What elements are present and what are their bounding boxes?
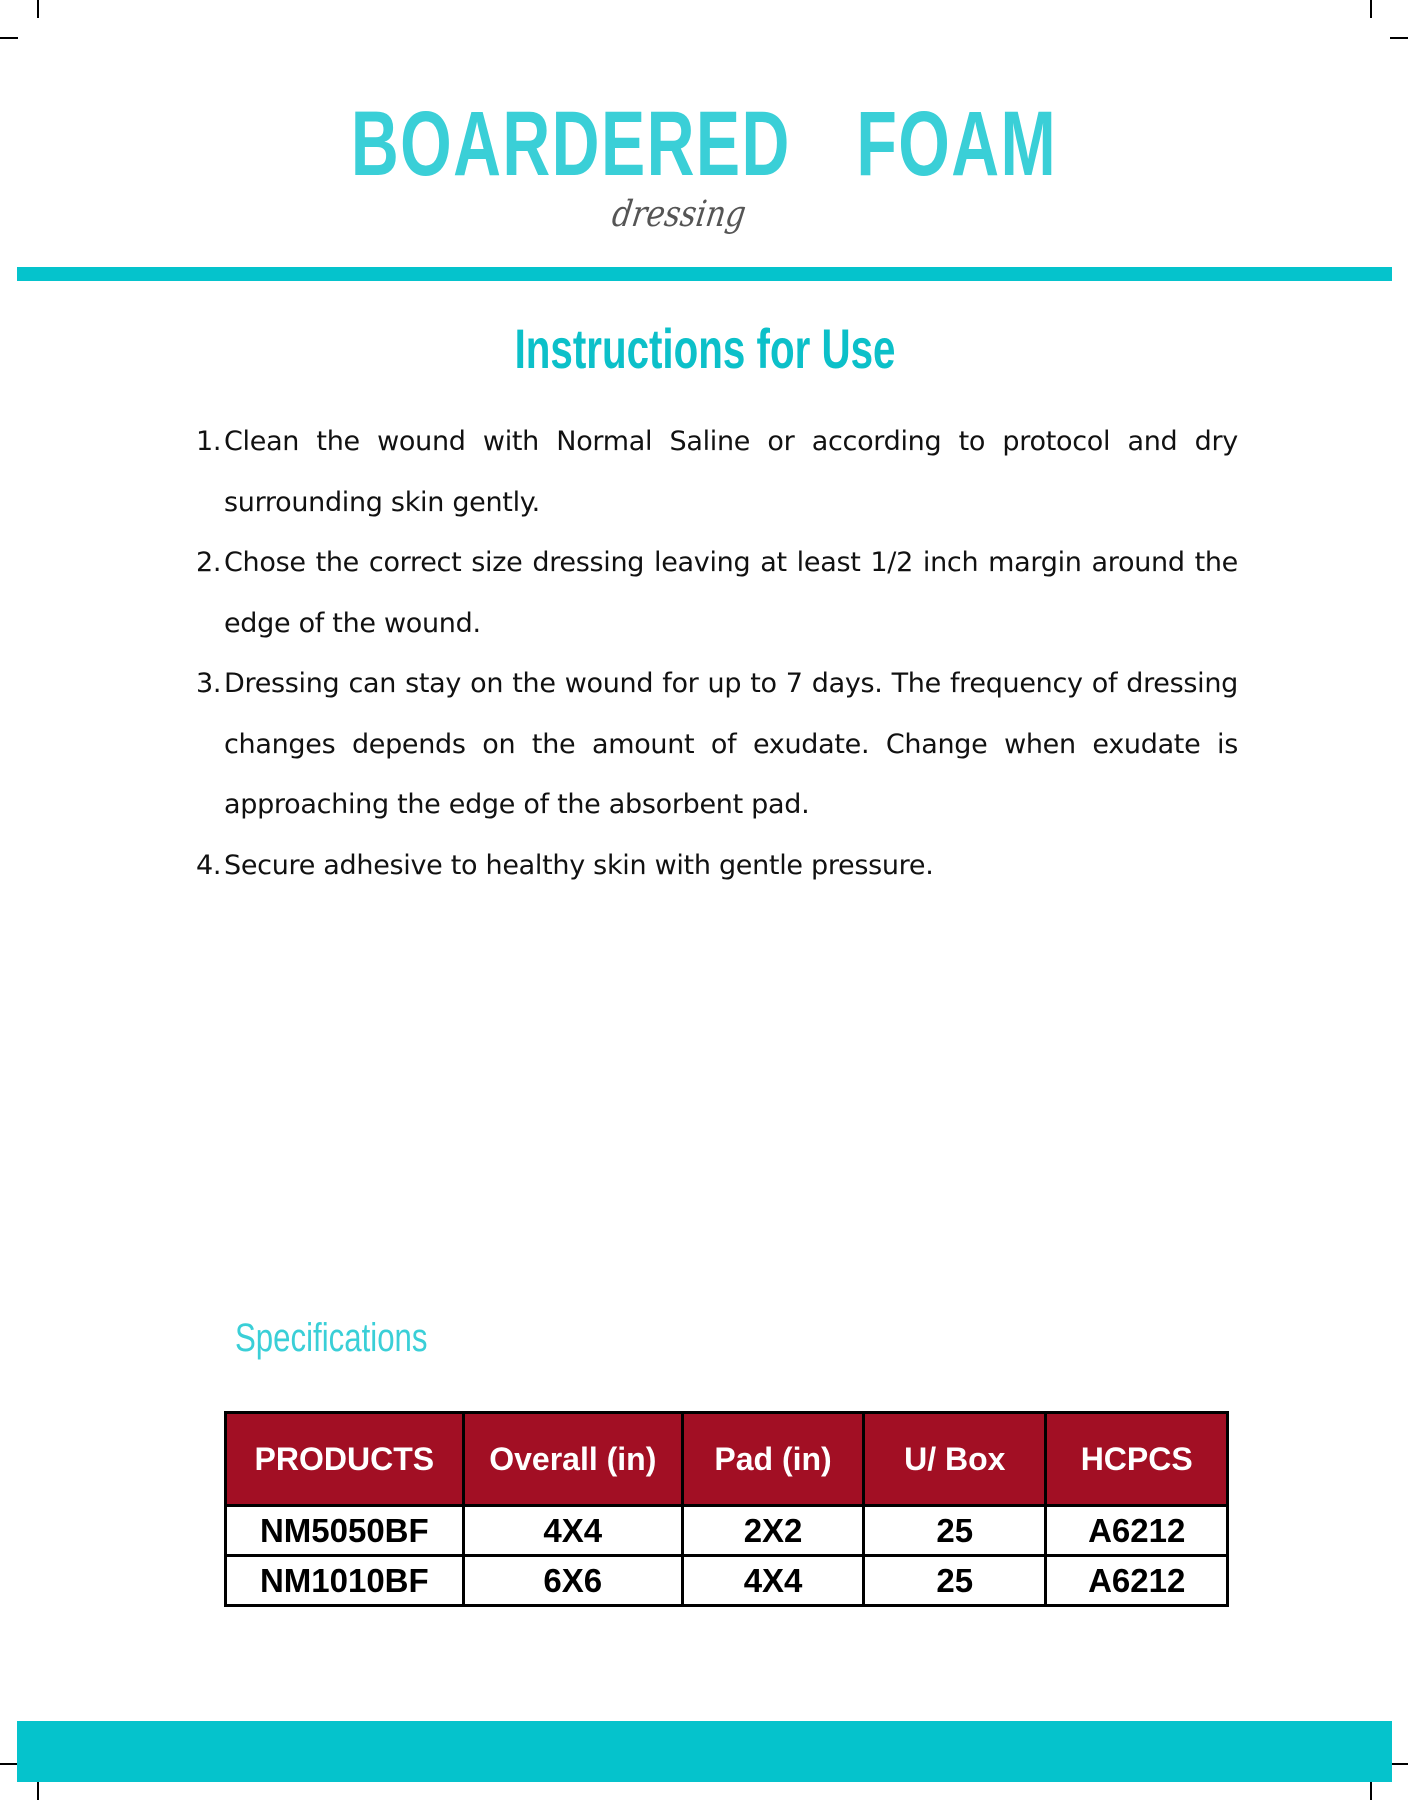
item-text: Secure adhesive to healthy skin with gentle pressure. [224, 849, 934, 881]
item-number: 4. [196, 849, 222, 881]
instructions-heading: Instructions for Use [514, 317, 896, 380]
item-number: 2. [196, 547, 222, 578]
instructions-list [196, 412, 1238, 896]
table-row [226, 1556, 1228, 1606]
instruction-item [196, 836, 1238, 897]
instruction-item [196, 412, 1238, 533]
table-header-row [226, 1413, 1228, 1506]
column-header: Overall (in) [463, 1413, 682, 1506]
item-text: Chose the correct size dressing leaving at least 1/2 inch margin around the edge of the wound. [224, 547, 1238, 639]
table-row [226, 1506, 1228, 1556]
product-subtitle: dressing [609, 194, 749, 235]
crop-mark [1370, 0, 1372, 18]
item-number: 3. [196, 668, 222, 699]
table-cell: 25 [864, 1506, 1046, 1556]
item-text: Clean the wound with Normal Saline or according to protocol and dry surrounding skin gently. [224, 426, 1238, 518]
table-cell: NM1010BF [226, 1556, 464, 1606]
column-header: U/ Box [864, 1413, 1046, 1506]
specifications-table [224, 1411, 1229, 1607]
table-cell: 2X2 [682, 1506, 863, 1556]
crop-mark [1390, 1763, 1408, 1765]
instruction-item [196, 654, 1238, 836]
table-cell: A6212 [1046, 1556, 1228, 1606]
crop-mark [1370, 1782, 1372, 1800]
instruction-item [196, 533, 1238, 654]
crop-mark [37, 0, 39, 18]
table-cell: NM5050BF [226, 1506, 464, 1556]
column-header: PRODUCTS [226, 1413, 464, 1506]
table-cell: 4X4 [463, 1506, 682, 1556]
top-divider-bar [17, 267, 1392, 281]
column-header: HCPCS [1046, 1413, 1228, 1506]
table-cell: 25 [864, 1556, 1046, 1606]
column-header: Pad (in) [682, 1413, 863, 1506]
specifications-heading: Specifications [235, 1316, 428, 1360]
table-cell: 6X6 [463, 1556, 682, 1606]
table-cell: A6212 [1046, 1506, 1228, 1556]
crop-mark [0, 1763, 18, 1765]
crop-mark [1390, 37, 1408, 39]
table-cell: 4X4 [682, 1556, 863, 1606]
crop-mark [37, 1782, 39, 1800]
item-number: 1. [196, 426, 222, 457]
crop-mark [0, 37, 18, 39]
item-text: Dressing can stay on the wound for up to 7 days. The frequency of dressing changes depends on the amount of exudate. Change when exudate is approaching the edge of the absorbent pad. [224, 668, 1238, 820]
bottom-footer-bar [17, 1721, 1392, 1782]
product-title: BOARDERED FOAM [350, 93, 1058, 195]
